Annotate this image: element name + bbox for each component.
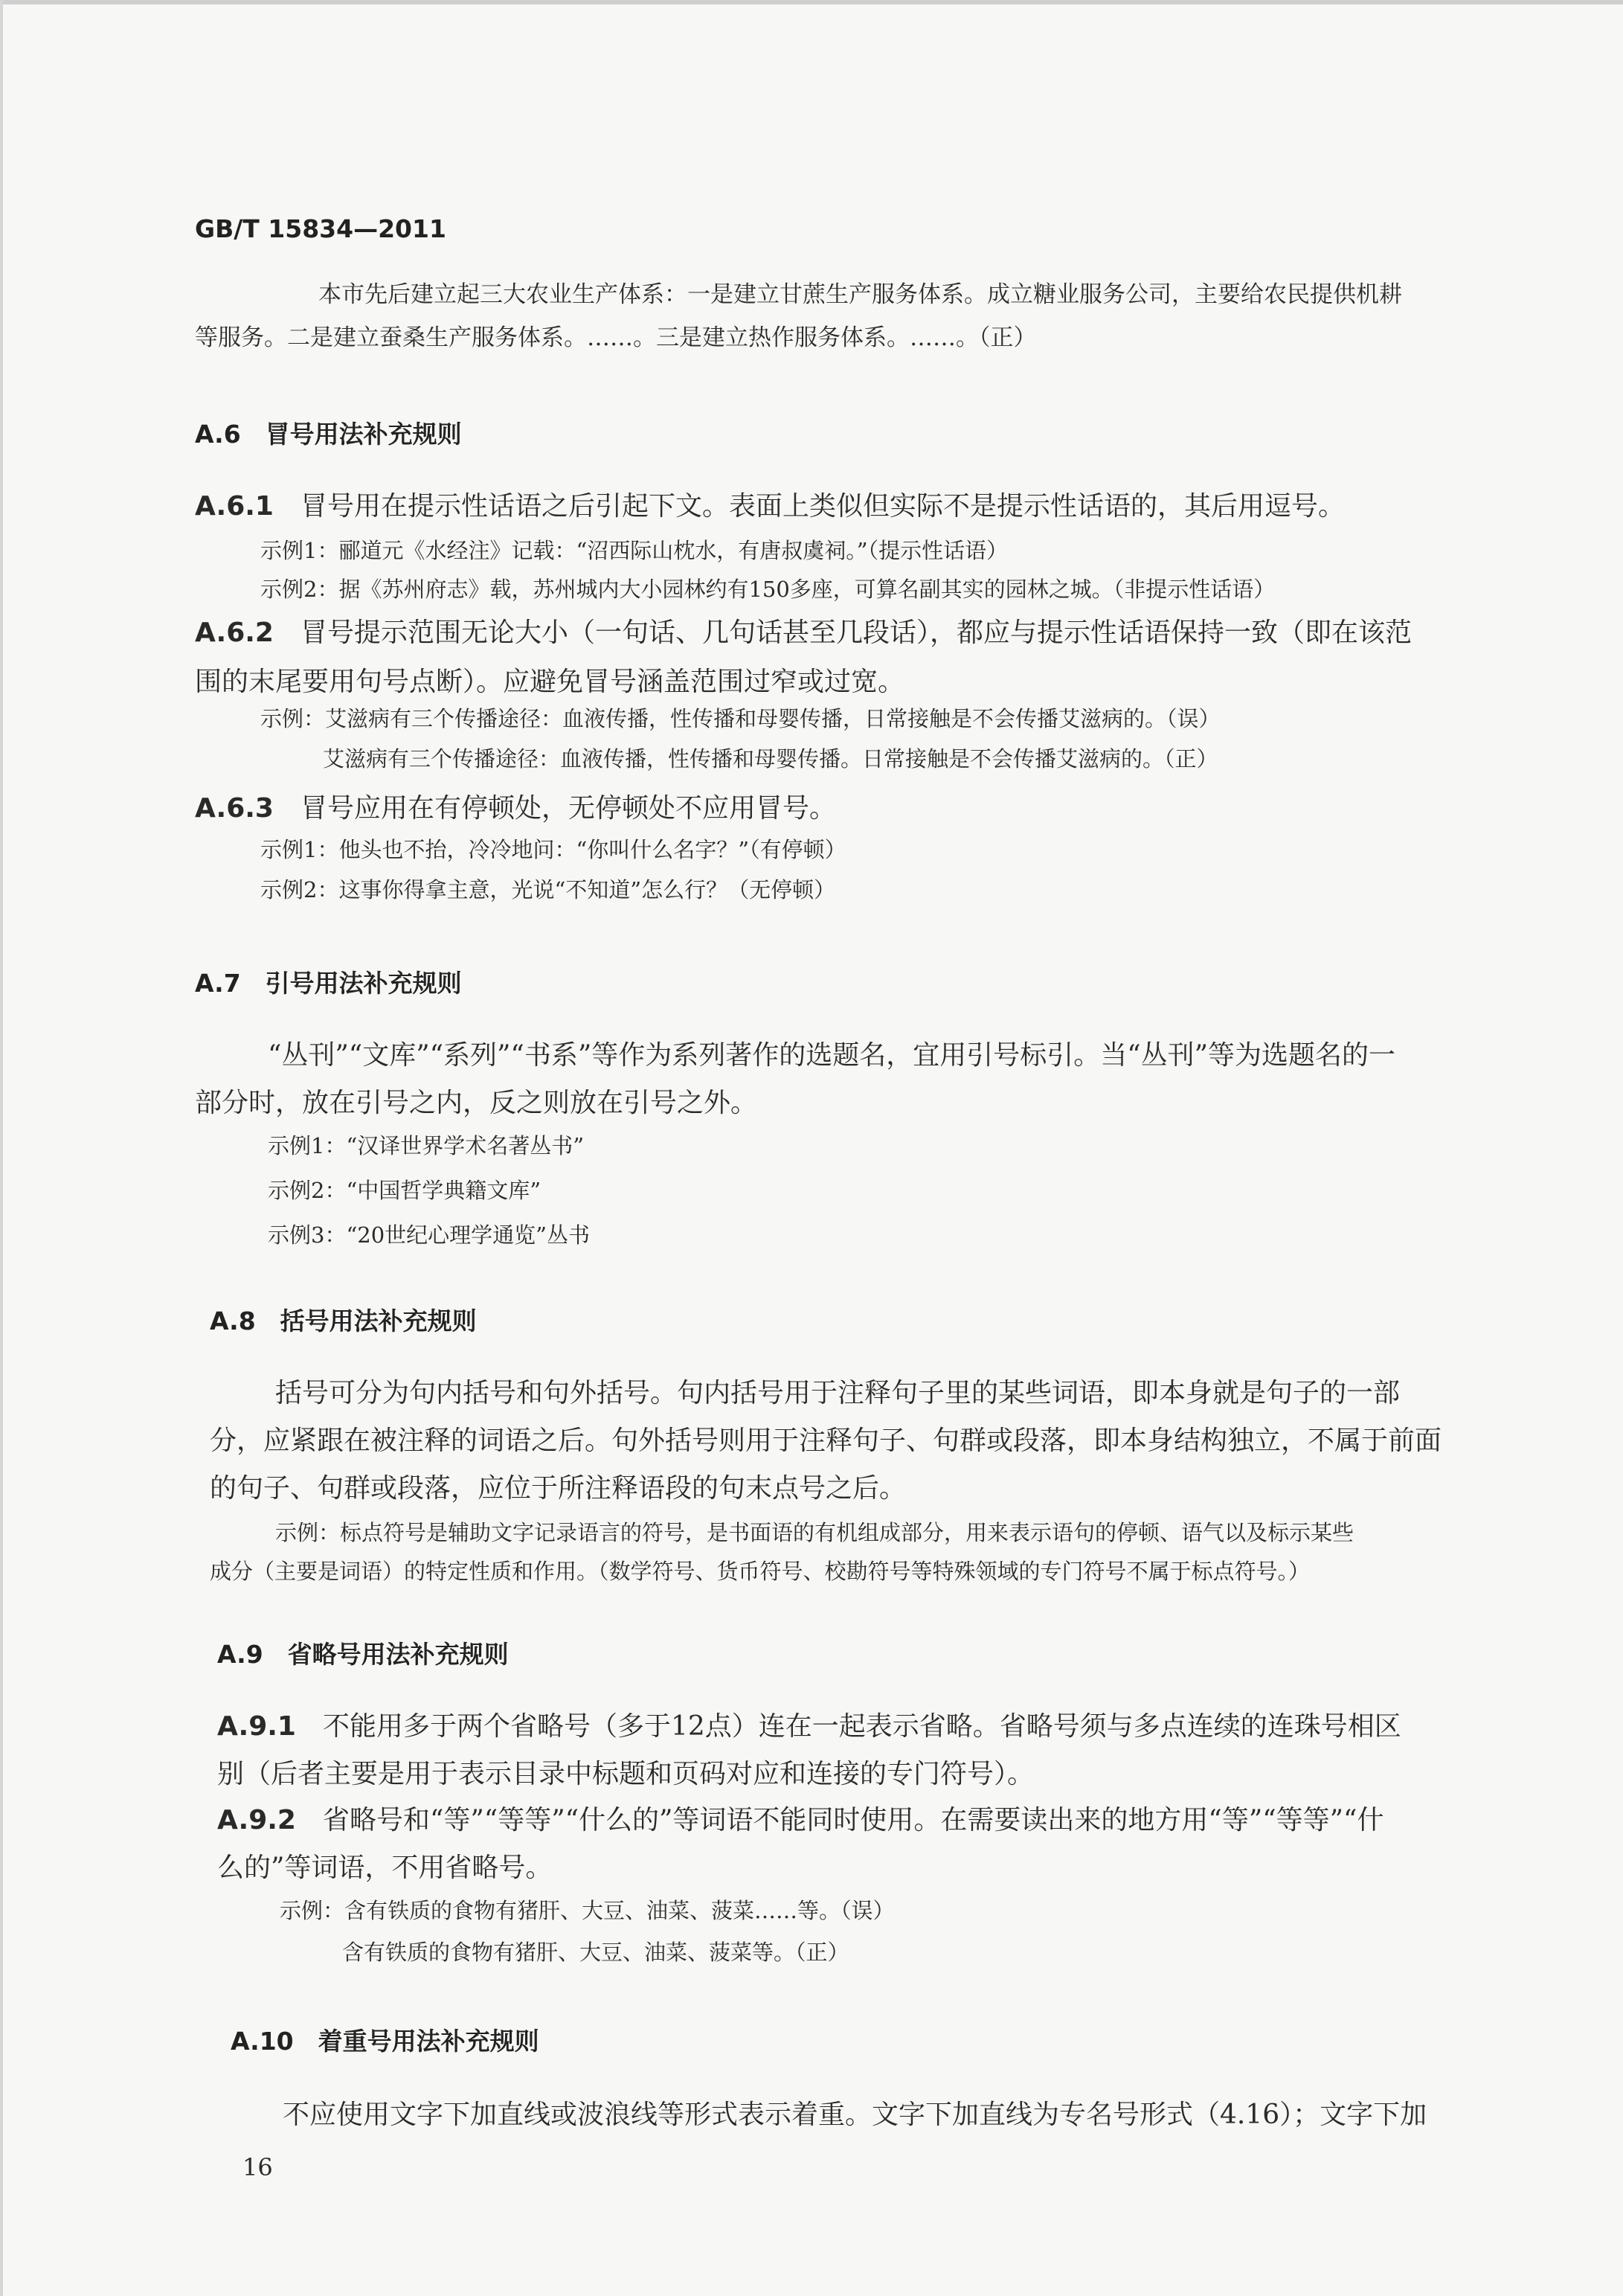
rule-a6-2 [195, 612, 1412, 650]
paragraph: 分，应紧跟在被注释的词语之后。句外括号则用于注释句子、句群或段落，即本身结构独立，不属于前面 [210, 1426, 1442, 1456]
section-heading-a8: A.8 括号用法补充规则 [210, 1306, 477, 1335]
rule-continuation: 么的”等词语，不用省略号。 [217, 1853, 553, 1883]
example: 示例3：“20世纪心理学通览”丛书 [268, 1222, 591, 1248]
paragraph: 不应使用文字下加直线或波浪线等形式表示着重。文字下加直线为专名号形式（4.16）；文字下加 [283, 2100, 1427, 2130]
section-heading-a7: A.7 引号用法补充规则 [195, 969, 462, 998]
rule-a6-3 [195, 787, 836, 825]
rule-number: A.6.2 [195, 618, 274, 648]
rule-continuation: 别（后者主要是用于表示目录中标题和页码对应和连接的专门符号）。 [217, 1759, 1035, 1789]
rule-number: A.9.1 [217, 1711, 296, 1742]
rule-text: 不能用多于两个省略号（多于12点）连在一起表示省略。省略号须与多点连续的连珠号相区 [323, 1711, 1401, 1742]
paragraph: 括号可分为句内括号和句外括号。句内括号用于注释句子里的某些词语，即本身就是句子的一部 [275, 1378, 1401, 1408]
section-heading-a9: A.9 省略号用法补充规则 [217, 1640, 509, 1669]
scan-edge-left [0, 0, 3, 2296]
rule-number: A.6.3 [195, 793, 274, 824]
section-heading-a6: A.6 冒号用法补充规则 [195, 420, 462, 449]
scan-edge [0, 0, 1623, 4]
example: 艾滋病有三个传播途径：血液传播，性传播和母婴传播。日常接触是不会传播艾滋病的。（正） [323, 746, 1218, 772]
rule-number: A.9.2 [217, 1805, 296, 1835]
example: 示例1：郦道元《水经注》记载：“沼西际山枕水，有唐叔虞祠。”（提示性话语） [260, 538, 1009, 563]
intro-line-1: 本市先后建立起三大农业生产体系：一是建立甘蔗生产服务体系。成立糖业服务公司，主要给农民提供机耕 [318, 281, 1402, 308]
rule-text: 冒号提示范围无论大小（一句话、几句话甚至几段话），都应与提示性话语保持一致（即在该范 [301, 618, 1413, 648]
example: 示例2：“中国哲学典籍文库” [268, 1178, 541, 1203]
example: 示例1：“汉译世界学术名著丛书” [268, 1133, 585, 1158]
example: 示例：含有铁质的食物有猪肝、大豆、油菜、菠菜……等。（误） [280, 1898, 895, 1923]
example: 示例2：这事你得拿主意，光说“不知道”怎么行？（无停顿） [260, 877, 836, 902]
paragraph: 的句子、句群或段落，应位于所注释语段的句末点号之后。 [210, 1473, 907, 1504]
intro-line-2: 等服务。二是建立蚕桑生产服务体系。……。三是建立热作服务体系。……。（正） [195, 324, 1037, 351]
rule-continuation: 围的末尾要用句号点断）。应避免冒号涵盖范围过窄或过宽。 [195, 667, 905, 697]
example: 成分（主要是词语）的特定性质和作用。（数学符号、货币符号、校勘符号等特殊领域的专门符号不属于标点符号。） [210, 1559, 1311, 1584]
rule-a9-2 [217, 1799, 1383, 1837]
example: 示例2：据《苏州府志》载，苏州城内大小园林约有150多座，可算名副其实的园林之城。（非提示性话语） [260, 577, 1276, 602]
example: 示例：标点符号是辅助文字记录语言的符号，是书面语的有机组成部分，用来表示语句的停顿、语气以及标示某些 [275, 1520, 1354, 1545]
rule-a9-1 [217, 1705, 1401, 1743]
rule-text: 冒号用在提示性话语之后引起下文。表面上类似但实际不是提示性话语的，其后用逗号。 [301, 491, 1346, 522]
standard-number: GB/T 15834—2011 [195, 214, 446, 243]
section-heading-a10: A.10 着重号用法补充规则 [231, 2027, 539, 2056]
rule-text: 省略号和“等”“等等”“什么的”等词语不能同时使用。在需要读出来的地方用“等”“等等”“什 [323, 1805, 1384, 1835]
page-number: 16 [242, 2153, 273, 2181]
example: 示例1：他头也不抬，冷冷地问：“你叫什么名字？”（有停顿） [260, 837, 846, 862]
rule-text: 冒号应用在有停顿处，无停顿处不应用冒号。 [301, 793, 837, 824]
example: 示例：艾滋病有三个传播途径：血液传播，性传播和母婴传播，日常接触是不会传播艾滋病的。（误） [260, 706, 1221, 731]
example: 含有铁质的食物有猪肝、大豆、油菜、菠菜等。（正） [342, 1940, 849, 1965]
paragraph: “丛刊”“文库”“系列”“书系”等作为系列著作的选题名，宜用引号标引。当“丛刊”等为选题名的一 [268, 1040, 1396, 1071]
paragraph: 部分时，放在引号之内，反之则放在引号之外。 [195, 1088, 758, 1118]
rule-number: A.6.1 [195, 491, 274, 522]
rule-a6-1 [195, 485, 1345, 523]
